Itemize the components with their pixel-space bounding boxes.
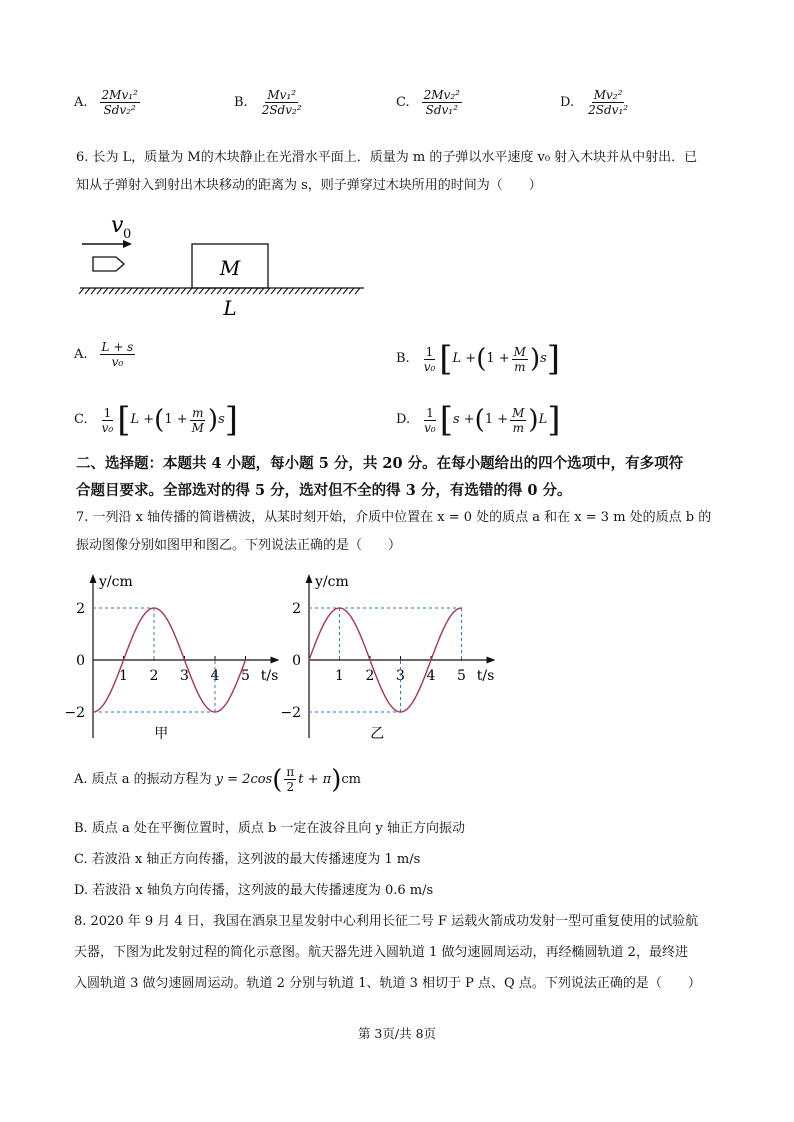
y-axis-arrow-icon [90, 574, 97, 583]
hatch-mark [271, 288, 276, 294]
fraction-denominator: v₀ [424, 420, 436, 435]
hatch-mark [163, 288, 168, 294]
y-tick-label: 0 [76, 653, 85, 669]
section-2-heading-line-2: 合题目要求。全部选对的得 5 分，选对但不全的得 3 分，有选错的得 0 分。 [76, 482, 572, 499]
y-axis-label: y/cm [315, 574, 349, 590]
fraction-numerator: Mv₂² [593, 88, 623, 102]
q6-option-d [396, 400, 561, 440]
velocity-subscript: 0 [123, 227, 132, 242]
term-text: 1 + [486, 351, 510, 366]
q6-stem-line-1: 6. 长为 L，质量为 M的木块静止在光滑水平面上．质量为 m 的子弹以水平速度 v₀ 射入木块并从中射出．已 [76, 150, 698, 165]
x-tick-label: 5 [241, 668, 250, 684]
x-tick-label: 2 [149, 668, 159, 684]
hatch-mark [175, 288, 180, 294]
bracket-close: ] [224, 400, 238, 440]
paren-open: ( [474, 405, 485, 435]
hatch-mark [205, 288, 210, 294]
fraction-numerator: Mv₁² [267, 88, 296, 102]
hatch-mark [169, 288, 174, 294]
fraction-denominator: m [512, 420, 524, 435]
q8-stem-line-2: 天器，下图为此发射过程的简化示意图。航天器先进入圆轨道 1 做匀速圆周运动，再经椭圆轨道 2，最终进 [74, 945, 688, 960]
y-tick-label: 2 [292, 601, 301, 617]
hatch-mark [79, 288, 84, 294]
fraction-numerator: 1 [103, 405, 112, 420]
y-axis-label: y/cm [99, 574, 133, 590]
data-point [92, 711, 93, 712]
paren-open: ( [476, 344, 487, 374]
x-axis-label: t/s [260, 668, 279, 684]
page-footer: 第 3页/共 8页 [357, 1026, 437, 1041]
hatch-mark [307, 288, 312, 294]
bracket-open: [ [439, 400, 453, 440]
hatch-mark [217, 288, 222, 294]
fraction-denominator: v₀ [111, 355, 124, 369]
option-label: D. [396, 412, 411, 427]
option-label: C. [74, 412, 88, 427]
data-point [184, 659, 185, 660]
x-axis-arrow-icon [487, 657, 496, 664]
data-point [430, 659, 431, 660]
y-tick-label: −2 [64, 705, 85, 721]
hatch-mark [331, 288, 336, 294]
hatch-mark [109, 288, 114, 294]
fraction-numerator: 2Mv₂² [423, 88, 460, 102]
hatch-mark [115, 288, 120, 294]
option-label: B. [234, 94, 248, 110]
fraction-denominator: v₀ [423, 359, 436, 374]
x-tick-label: 1 [119, 668, 128, 684]
x-tick-label: 5 [457, 668, 466, 684]
q7-option-c: C. 若波沿 x 轴正方向传播，这列波的最大传播速度为 1 m/s [74, 852, 421, 867]
data-point [214, 711, 215, 712]
hatch-mark [295, 288, 300, 294]
velocity-label: v [111, 213, 124, 238]
hatch-mark [277, 288, 282, 294]
data-point [369, 659, 370, 660]
bracket-close: ] [546, 339, 561, 379]
option-label: D. [560, 94, 575, 110]
option-label: C. [396, 94, 410, 110]
hatch-mark [289, 288, 294, 294]
q7-option-b: B. 质点 a 处在平衡位置时，质点 b 一定在波谷且向 y 轴正方向振动 [74, 821, 466, 836]
vibration-chart-yi [276, 568, 506, 748]
hatch-mark [157, 288, 162, 294]
q7-stem-line-2: 振动图像分别如图甲和图乙。下列说法正确的是（ ） [76, 538, 402, 553]
hatch-mark [241, 288, 246, 294]
q6-block-figure [78, 210, 368, 322]
hatch-mark [253, 288, 258, 294]
q5-option-a [74, 88, 142, 117]
ground-hatch [79, 288, 360, 294]
fraction-denominator: 2Sdv₂² [261, 103, 302, 117]
hatch-mark [355, 288, 360, 294]
section-2-heading-line-1: 二、选择题：本题共 4 小题，每小题 5 分，共 20 分。在每小题给出的四个选项中，有多项符 [76, 455, 684, 472]
y-tick-label: 2 [76, 601, 85, 617]
term-text: L + [130, 412, 155, 427]
fraction-denominator: 2Sdv₁² [588, 103, 629, 117]
equation-text: t + π [298, 771, 332, 787]
data-point [400, 711, 401, 712]
q7-stem-line-1: 7. 一列沿 x 轴传播的简谐横波，从某时刻开始，介质中位置在 x = 0 处的质点 a 和在 x = 3 m 处的质点 b 的 [76, 510, 712, 525]
q6-option-a [74, 340, 137, 369]
hatch-mark [259, 288, 264, 294]
hatch-mark [349, 288, 354, 294]
hatch-mark [127, 288, 132, 294]
velocity-arrow-icon [82, 240, 132, 248]
q6-option-b [396, 339, 561, 379]
equation-text: y = 2cos [215, 771, 273, 787]
hatch-mark [229, 288, 234, 294]
q5-option-d [560, 88, 632, 117]
fraction-denominator: m [514, 359, 526, 374]
hatch-mark [187, 288, 192, 294]
q7-option-d: D. 若波沿 x 轴负方向传播，这列波的最大传播速度为 0.6 m/s [74, 883, 434, 898]
fraction-numerator: M [512, 405, 525, 420]
hatch-mark [283, 288, 288, 294]
hatch-mark [139, 288, 144, 294]
hatch-mark [337, 288, 342, 294]
hatch-mark [193, 288, 198, 294]
paren-close: ) [529, 344, 541, 374]
fraction-numerator: 1 [426, 405, 434, 420]
paren-open: ( [154, 405, 165, 435]
data-point [339, 607, 340, 608]
q8-stem-line-1: 8. 2020 年 9 月 4 日，我国在酒泉卫星发射中心利用长征二号 F 运载火箭成功发射一型可重复使用的试验航 [74, 914, 699, 929]
hatch-mark [103, 288, 108, 294]
fraction-numerator: L + s [101, 340, 134, 354]
hatch-mark [97, 288, 102, 294]
fraction-numerator: π [286, 765, 295, 779]
hatch-mark [325, 288, 330, 294]
hatch-mark [265, 288, 270, 294]
q8-stem-line-3: 入圆轨道 3 做匀速圆周运动。轨道 2 分别与轨道 1、轨道 3 相切于 P 点、Q 点。下列说法正确的是（ ） [74, 976, 701, 991]
paren-close: ) [331, 764, 342, 795]
term-text: s [540, 351, 547, 366]
q7-option-a [74, 765, 361, 794]
hatch-mark [319, 288, 324, 294]
term-text: L [538, 412, 548, 427]
chart-caption: 甲 [154, 726, 169, 742]
hatch-mark [313, 288, 318, 294]
hatch-mark [343, 288, 348, 294]
fraction-numerator: 1 [425, 344, 434, 359]
hatch-mark [211, 288, 216, 294]
bracket-close: ] [547, 400, 561, 440]
y-tick-label: −2 [280, 705, 301, 721]
data-point [308, 659, 309, 660]
y-axis-arrow-icon [306, 574, 313, 583]
paren-open: ( [272, 764, 283, 795]
bullet-icon [93, 257, 124, 271]
data-point [245, 659, 246, 660]
fraction-denominator: Sdv₁² [425, 103, 458, 117]
term-text: s [218, 412, 225, 427]
hatch-mark [91, 288, 96, 294]
block-length-label: L [223, 296, 237, 320]
term-text: 1 + [164, 412, 188, 427]
fraction-numerator: M [513, 344, 526, 359]
q5-option-b [234, 88, 306, 117]
x-axis-label: t/s [476, 668, 495, 684]
hatch-mark [235, 288, 240, 294]
term-text: L + [452, 351, 477, 366]
chart-caption: 乙 [370, 726, 385, 742]
hatch-mark [121, 288, 126, 294]
hatch-mark [133, 288, 138, 294]
x-tick-label: 2 [365, 668, 375, 684]
option-label: B. [396, 351, 410, 366]
hatch-mark [181, 288, 186, 294]
fraction-numerator: m [192, 405, 204, 420]
fraction-denominator: v₀ [101, 420, 114, 435]
hatch-mark [85, 288, 90, 294]
option-text: A. 质点 a 的振动方程为 [74, 771, 212, 787]
x-tick-label: 3 [396, 668, 405, 684]
hatch-mark [223, 288, 228, 294]
data-point [153, 607, 154, 608]
hatch-mark [151, 288, 156, 294]
vibration-chart-jia [60, 568, 280, 748]
hatch-mark [199, 288, 204, 294]
fraction-denominator: 2 [286, 780, 295, 794]
x-tick-label: 4 [210, 668, 220, 684]
bracket-open: [ [439, 339, 453, 379]
data-point [461, 607, 462, 608]
option-label: A. [74, 346, 88, 362]
paren-close: ) [528, 405, 539, 435]
term-text: s + [452, 412, 475, 427]
bracket-open: [ [117, 400, 131, 440]
x-tick-label: 4 [426, 668, 436, 684]
y-tick-label: 0 [292, 653, 301, 669]
hatch-mark [247, 288, 252, 294]
term-text: 1 + [484, 412, 509, 427]
data-point [123, 659, 124, 660]
q6-option-c [74, 400, 238, 440]
x-tick-label: 1 [335, 668, 344, 684]
block-mass-label: M [219, 256, 241, 280]
hatch-mark [145, 288, 150, 294]
fraction-denominator: M [191, 420, 204, 435]
hatch-mark [301, 288, 306, 294]
fraction-numerator: 2Mv₁² [101, 88, 138, 102]
paren-close: ) [207, 405, 219, 435]
q6-stem-line-2: 知从子弹射入到射出木块移动的距离为 s，则子弹穿过木块所用的时间为（ ） [76, 178, 542, 193]
x-tick-label: 3 [180, 668, 189, 684]
option-label: A. [74, 94, 88, 110]
fraction-denominator: Sdv₂² [103, 103, 136, 117]
unit-text: cm [341, 771, 361, 787]
q5-option-c [396, 88, 464, 117]
